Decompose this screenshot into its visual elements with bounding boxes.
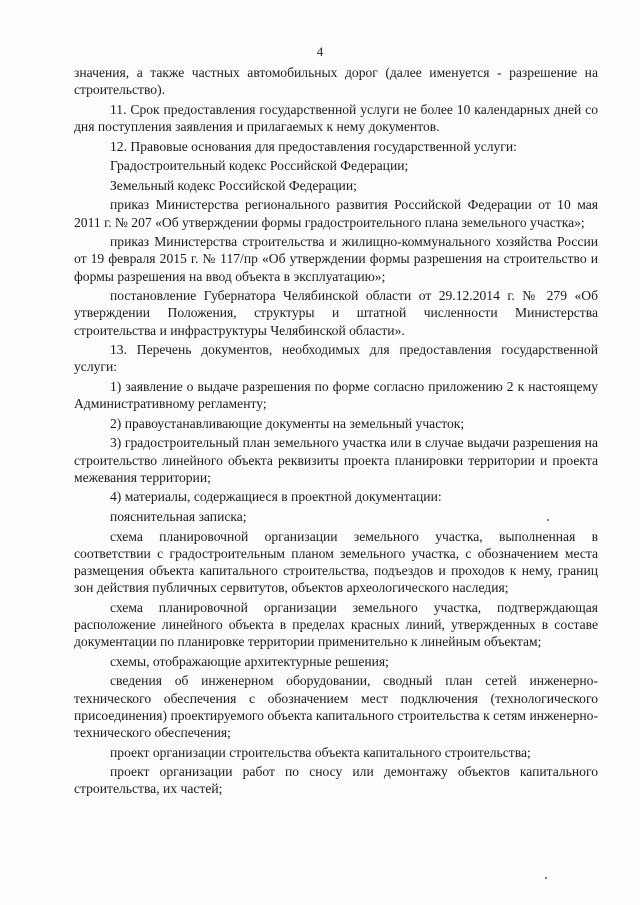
paragraph: 4) материалы, содержащиеся в проектной документации: [110, 489, 442, 505]
paragraph: значения, а также частных автомобильных дорог (далее именуется - разрешение на строительство). [74, 65, 598, 98]
paragraph: приказ Министерства регионального развития Российской Федерации от 10 мая 2011 г. № 207 «Об утверждении формы градостроительного плана земельного участка»; [74, 197, 598, 230]
paragraph: 12. Правовые основания для предоставления государственной услуги: [110, 138, 517, 154]
paragraph: 1) заявление о выдаче разрешения по форме согласно приложению 2 к настоящему Административному регламенту; [74, 378, 598, 412]
paragraph: схемы, отображающие архитектурные решения; [110, 653, 389, 669]
paragraph: проект организации работ по сносу или демонтажу объектов капитального строительства, их частей; [74, 764, 598, 797]
paragraph: постановление Губернатора Челябинской области от 29.12.2014 г. № 279 «Об утверждении Положения, структуры и штатной численности Министерства строительства и инфраструктуры Челябинской области». [74, 288, 598, 338]
paragraph: Земельный кодекс Российской Федерации; [110, 177, 357, 193]
paragraph: 3) градостроительный план земельного участка или в случае выдачи разрешения на строительство линейного объекта реквизиты проекта планировки территории и проекта межевания территории; [74, 435, 598, 485]
page-number: 4 [316, 44, 324, 59]
paragraph: сведения об инженерном оборудовании, сводный план сетей инженерно-технического обеспечения с обозначением мест подключения (технологического присоединения) проектируемого объекта капитального строительства к сетям инженерно-технического обеспечения; [74, 673, 598, 740]
paragraph: 13. Перечень документов, необходимых для предоставления государственной услуги: [74, 342, 598, 375]
paragraph: приказ Министерства строительства и жилищно-коммунального хозяйства России от 19 февраля 2015 г. № 117/пр «Об утверждении формы разрешения на строительство и формы разрешения на ввод объекта в эксплуатацию»; [74, 234, 598, 284]
paragraph: пояснительная записка; [110, 508, 247, 524]
paragraph: схема планировочной организации земельного участка, выполненная в соответствии с градостроительным планом земельного участка, с обозначением места размещения объекта капитального строительства, подъездов и проходов к нему, границ зон действия публичных сервитутов, объектов археологического наследия; [74, 528, 598, 596]
paragraph: 11. Срок предоставления государственной услуги не более 10 календарных дней со дня поступления заявления и прилагаемых к нему документов. [74, 101, 598, 134]
body-text [74, 64, 598, 800]
paragraph: Градостроительный кодекс Российской Федерации; [110, 158, 409, 174]
paragraph: 2) правоустанавливающие документы на земельный участок; [110, 415, 465, 431]
scan-speck [547, 519, 549, 521]
paragraph: проект организации строительства объекта капитального строительства; [110, 744, 531, 760]
paragraph: схема планировочной организации земельного участка, подтверждающая расположение линейного объекта в пределах красных линий, утвержденных в составе документации по планировке территории применительно к линейным объектам; [74, 599, 598, 650]
scan-speck [545, 877, 547, 879]
